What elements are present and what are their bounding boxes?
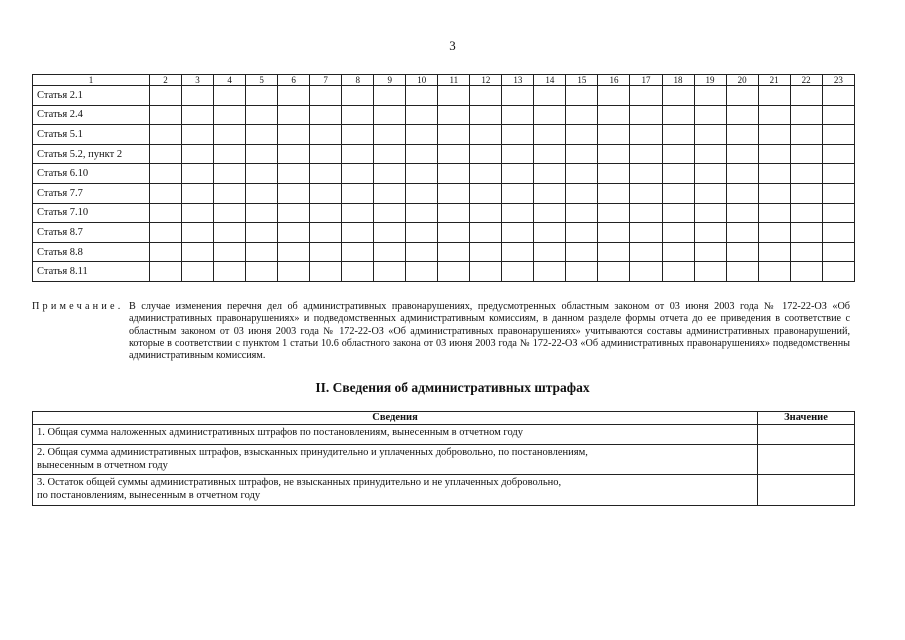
grid-cell[interactable] — [470, 183, 502, 203]
grid-column-number: 5 — [246, 75, 278, 86]
grid-cell[interactable] — [246, 183, 278, 203]
grid-cell[interactable] — [566, 86, 598, 106]
grid-cell[interactable] — [470, 105, 502, 125]
grid-cell[interactable] — [182, 125, 214, 145]
grid-cell[interactable] — [374, 262, 406, 282]
grid-cell[interactable] — [278, 86, 310, 106]
grid-cell[interactable] — [278, 125, 310, 145]
table-row — [33, 425, 855, 445]
grid-row-label: Статья 7.10 — [33, 203, 150, 223]
grid-cell[interactable] — [406, 164, 438, 184]
row-description — [33, 445, 758, 475]
grid-cell[interactable] — [470, 144, 502, 164]
grid-cell[interactable] — [246, 223, 278, 243]
grid-column-number: 15 — [566, 75, 598, 86]
grid-row — [33, 183, 855, 203]
grid-cell[interactable] — [406, 262, 438, 282]
grid-cell[interactable] — [150, 242, 182, 262]
grid-column-number: 6 — [278, 75, 310, 86]
grid-cell[interactable] — [758, 105, 790, 125]
grid-cell[interactable] — [374, 183, 406, 203]
grid-row-label: Статья 2.4 — [33, 105, 150, 125]
grid-cell[interactable] — [630, 262, 662, 282]
grid-column-number: 4 — [214, 75, 246, 86]
grid-cell[interactable] — [630, 105, 662, 125]
grid-column-number: 12 — [470, 75, 502, 86]
grid-cell[interactable] — [150, 164, 182, 184]
grid-cell[interactable] — [598, 144, 630, 164]
grid-cell[interactable] — [374, 125, 406, 145]
grid-cell[interactable] — [694, 144, 726, 164]
grid-cell[interactable] — [758, 242, 790, 262]
column-header-info: Сведения — [33, 412, 758, 425]
grid-column-number: 7 — [310, 75, 342, 86]
note-label: Примечание. — [32, 301, 124, 312]
grid-cell[interactable] — [790, 183, 822, 203]
column-header-value: Значение — [758, 412, 855, 425]
grid-cell[interactable] — [182, 262, 214, 282]
grid-column-number: 20 — [726, 75, 758, 86]
grid-cell[interactable] — [310, 144, 342, 164]
grid-cell[interactable] — [214, 105, 246, 125]
grid-cell[interactable] — [214, 262, 246, 282]
grid-cell[interactable] — [758, 86, 790, 106]
grid-cell[interactable] — [342, 183, 374, 203]
grid-cell[interactable] — [438, 223, 470, 243]
grid-cell[interactable] — [310, 262, 342, 282]
grid-column-number: 21 — [758, 75, 790, 86]
grid-column-number: 2 — [150, 75, 182, 86]
grid-cell[interactable] — [438, 183, 470, 203]
grid-cell[interactable] — [438, 203, 470, 223]
row-text-line2: вынесенным в отчетном году — [37, 460, 168, 471]
grid-cell[interactable] — [470, 203, 502, 223]
grid-cell[interactable] — [342, 125, 374, 145]
note — [32, 301, 850, 362]
note-text: В случае изменения перечня дел об административных правонарушениях, предусмотренных областным законом от 03 июня 2003 года № 172-22-ОЗ «Об административных правонарушениях» и подведомственных административным комиссиям, в данном разделе формы отчета до ее приведения в соответствие с областным законом от 03 июня 2003 года № 172-22-ОЗ «Об административных правонарушениях» учитываются составы административных правонарушений, которые в соответствии с пунктом 1 статьи 10.6 областного закона от 03 июня 2003 года № 172-22-ОЗ «Об административных правонарушениях» подведомственны административным комиссиям. — [129, 301, 850, 362]
grid-cell[interactable] — [662, 262, 694, 282]
grid-cell[interactable] — [694, 125, 726, 145]
grid-cell[interactable] — [694, 203, 726, 223]
grid-cell[interactable] — [502, 242, 534, 262]
grid-cell[interactable] — [310, 223, 342, 243]
grid-cell[interactable] — [150, 144, 182, 164]
grid-cell[interactable] — [534, 183, 566, 203]
grid-row-label: Статья 8.11 — [33, 262, 150, 282]
grid-cell[interactable] — [566, 223, 598, 243]
grid-column-number: 23 — [822, 75, 854, 86]
grid-cell[interactable] — [694, 262, 726, 282]
grid-cell[interactable] — [150, 262, 182, 282]
grid-cell[interactable] — [758, 203, 790, 223]
grid-cell[interactable] — [310, 164, 342, 184]
grid-cell[interactable] — [726, 164, 758, 184]
grid-cell[interactable] — [470, 164, 502, 184]
grid-column-number: 1 — [33, 75, 150, 86]
grid-cell[interactable] — [822, 125, 854, 145]
grid-cell[interactable] — [662, 203, 694, 223]
grid-cell[interactable] — [822, 86, 854, 106]
grid-cell[interactable] — [566, 125, 598, 145]
table-row — [33, 445, 855, 475]
grid-cell[interactable] — [502, 105, 534, 125]
grid-cell[interactable] — [150, 105, 182, 125]
grid-cell[interactable] — [438, 86, 470, 106]
grid-cell[interactable] — [726, 223, 758, 243]
grid-cell[interactable] — [214, 125, 246, 145]
grid-row-label: Статья 5.1 — [33, 125, 150, 145]
grid-column-number: 17 — [630, 75, 662, 86]
grid-column-number: 11 — [438, 75, 470, 86]
grid-cell[interactable] — [694, 242, 726, 262]
grid-cell[interactable] — [790, 86, 822, 106]
grid-cell[interactable] — [726, 125, 758, 145]
grid-cell[interactable] — [246, 262, 278, 282]
grid-cell[interactable] — [406, 125, 438, 145]
grid-cell[interactable] — [694, 223, 726, 243]
grid-cell[interactable] — [822, 144, 854, 164]
grid-cell[interactable] — [310, 125, 342, 145]
grid-cell[interactable] — [758, 262, 790, 282]
grid-cell[interactable] — [662, 183, 694, 203]
grid-cell[interactable] — [246, 144, 278, 164]
grid-cell[interactable] — [438, 262, 470, 282]
grid-cell[interactable] — [342, 86, 374, 106]
grid-cell[interactable] — [342, 144, 374, 164]
grid-cell[interactable] — [790, 262, 822, 282]
value-cell[interactable] — [758, 475, 855, 506]
grid-cell[interactable] — [598, 125, 630, 145]
grid-cell[interactable] — [598, 242, 630, 262]
grid-cell[interactable] — [246, 105, 278, 125]
grid-cell[interactable] — [694, 86, 726, 106]
grid-cell[interactable] — [470, 262, 502, 282]
grid-cell[interactable] — [214, 242, 246, 262]
row-description — [33, 475, 758, 506]
grid-cell[interactable] — [726, 105, 758, 125]
grid-cell[interactable] — [278, 203, 310, 223]
grid-cell[interactable] — [566, 262, 598, 282]
grid-cell[interactable] — [822, 105, 854, 125]
grid-cell[interactable] — [534, 125, 566, 145]
grid-cell[interactable] — [342, 105, 374, 125]
grid-cell[interactable] — [566, 203, 598, 223]
grid-cell[interactable] — [150, 125, 182, 145]
grid-cell[interactable] — [150, 86, 182, 106]
grid-cell[interactable] — [470, 125, 502, 145]
grid-cell[interactable] — [470, 223, 502, 243]
grid-cell[interactable] — [278, 262, 310, 282]
grid-cell[interactable] — [662, 164, 694, 184]
grid-cell[interactable] — [630, 223, 662, 243]
grid-cell[interactable] — [662, 242, 694, 262]
grid-row — [33, 223, 855, 243]
grid-cell[interactable] — [758, 144, 790, 164]
grid-cell[interactable] — [630, 144, 662, 164]
grid-cell[interactable] — [438, 164, 470, 184]
grid-column-number: 19 — [694, 75, 726, 86]
grid-cell[interactable] — [278, 164, 310, 184]
grid-cell[interactable] — [822, 262, 854, 282]
grid-cell[interactable] — [822, 183, 854, 203]
grid-cell[interactable] — [534, 105, 566, 125]
grid-cell[interactable] — [214, 223, 246, 243]
grid-column-number: 16 — [598, 75, 630, 86]
grid-row-label: Статья 5.2, пункт 2 — [33, 144, 150, 164]
grid-cell[interactable] — [726, 203, 758, 223]
grid-cell[interactable] — [694, 183, 726, 203]
grid-cell[interactable] — [246, 125, 278, 145]
grid-cell[interactable] — [438, 144, 470, 164]
grid-cell[interactable] — [310, 183, 342, 203]
grid-cell[interactable] — [374, 223, 406, 243]
grid-cell[interactable] — [310, 105, 342, 125]
grid-cell[interactable] — [406, 86, 438, 106]
grid-cell[interactable] — [502, 203, 534, 223]
grid-cell[interactable] — [342, 164, 374, 184]
grid-cell[interactable] — [406, 203, 438, 223]
grid-cell[interactable] — [630, 183, 662, 203]
grid-cell[interactable] — [278, 144, 310, 164]
grid-cell[interactable] — [182, 242, 214, 262]
grid-cell[interactable] — [214, 144, 246, 164]
statistics-grid — [32, 74, 855, 282]
grid-cell[interactable] — [790, 203, 822, 223]
grid-cell[interactable] — [182, 105, 214, 125]
grid-row — [33, 203, 855, 223]
grid-cell[interactable] — [822, 203, 854, 223]
grid-cell[interactable] — [566, 183, 598, 203]
fines-table — [32, 411, 855, 506]
grid-cell[interactable] — [214, 203, 246, 223]
grid-row — [33, 105, 855, 125]
row-description — [33, 425, 758, 445]
grid-cell[interactable] — [598, 203, 630, 223]
grid-cell[interactable] — [662, 86, 694, 106]
grid-row-label: Статья 6.10 — [33, 164, 150, 184]
grid-cell[interactable] — [374, 86, 406, 106]
grid-row-label: Статья 8.8 — [33, 242, 150, 262]
grid-cell[interactable] — [246, 203, 278, 223]
grid-cell[interactable] — [790, 223, 822, 243]
grid-cell[interactable] — [534, 242, 566, 262]
grid-cell[interactable] — [246, 86, 278, 106]
grid-cell[interactable] — [598, 223, 630, 243]
grid-cell[interactable] — [182, 223, 214, 243]
grid-column-number: 9 — [374, 75, 406, 86]
grid-cell[interactable] — [566, 242, 598, 262]
grid-cell[interactable] — [182, 144, 214, 164]
section-title: II. Сведения об административных штрафах — [315, 380, 590, 395]
grid-row — [33, 164, 855, 184]
table-row — [33, 475, 855, 506]
grid-row-label: Статья 2.1 — [33, 86, 150, 106]
grid-cell[interactable] — [790, 144, 822, 164]
grid-cell[interactable] — [598, 262, 630, 282]
grid-column-number: 3 — [182, 75, 214, 86]
grid-cell[interactable] — [342, 242, 374, 262]
grid-cell[interactable] — [566, 144, 598, 164]
grid-cell[interactable] — [566, 105, 598, 125]
grid-cell[interactable] — [182, 164, 214, 184]
grid-cell[interactable] — [502, 86, 534, 106]
grid-cell[interactable] — [374, 144, 406, 164]
grid-cell[interactable] — [534, 203, 566, 223]
grid-column-number: 22 — [790, 75, 822, 86]
grid-cell[interactable] — [342, 262, 374, 282]
row-text-line1: 2. Общая сумма административных штрафов, взысканных принудительно и уплаченных добровольно, по постановлениям, — [37, 447, 588, 458]
grid-cell[interactable] — [374, 242, 406, 262]
grid-cell[interactable] — [502, 125, 534, 145]
grid-cell[interactable] — [182, 183, 214, 203]
grid-cell[interactable] — [726, 86, 758, 106]
grid-cell[interactable] — [630, 242, 662, 262]
grid-cell[interactable] — [726, 183, 758, 203]
grid-cell[interactable] — [758, 183, 790, 203]
grid-cell[interactable] — [438, 242, 470, 262]
grid-cell[interactable] — [342, 223, 374, 243]
grid-cell[interactable] — [150, 203, 182, 223]
grid-cell[interactable] — [278, 105, 310, 125]
grid-cell[interactable] — [470, 242, 502, 262]
grid-cell[interactable] — [278, 183, 310, 203]
grid-cell[interactable] — [406, 242, 438, 262]
grid-cell[interactable] — [662, 223, 694, 243]
fines-table-header — [33, 412, 855, 425]
grid-cell[interactable] — [214, 183, 246, 203]
grid-cell[interactable] — [406, 223, 438, 243]
grid-column-number: 14 — [534, 75, 566, 86]
grid-cell[interactable] — [374, 203, 406, 223]
grid-cell[interactable] — [598, 86, 630, 106]
grid-cell[interactable] — [630, 86, 662, 106]
grid-cell[interactable] — [790, 164, 822, 184]
grid-cell[interactable] — [502, 144, 534, 164]
grid-cell[interactable] — [534, 164, 566, 184]
grid-cell[interactable] — [374, 164, 406, 184]
grid-cell[interactable] — [598, 183, 630, 203]
grid-cell[interactable] — [790, 125, 822, 145]
grid-row — [33, 86, 855, 106]
value-cell[interactable] — [758, 425, 855, 445]
grid-cell[interactable] — [502, 223, 534, 243]
grid-row-label: Статья 8.7 — [33, 223, 150, 243]
grid-cell[interactable] — [534, 144, 566, 164]
grid-cell[interactable] — [790, 105, 822, 125]
grid-row — [33, 125, 855, 145]
grid-cell[interactable] — [150, 223, 182, 243]
grid-cell[interactable] — [150, 183, 182, 203]
grid-cell[interactable] — [502, 164, 534, 184]
grid-cell[interactable] — [214, 86, 246, 106]
grid-cell[interactable] — [214, 164, 246, 184]
grid-cell[interactable] — [822, 242, 854, 262]
grid-row — [33, 262, 855, 282]
grid-cell[interactable] — [662, 125, 694, 145]
grid-cell[interactable] — [822, 223, 854, 243]
grid-cell[interactable] — [534, 223, 566, 243]
grid-cell[interactable] — [310, 203, 342, 223]
grid-cell[interactable] — [662, 105, 694, 125]
grid-cell[interactable] — [246, 242, 278, 262]
grid-cell[interactable] — [758, 125, 790, 145]
row-text-line2: по постановлениям, вынесенным в отчетном году — [37, 490, 261, 501]
grid-cell[interactable] — [630, 164, 662, 184]
grid-cell[interactable] — [694, 105, 726, 125]
grid-row — [33, 242, 855, 262]
grid-cell[interactable] — [182, 203, 214, 223]
grid-cell[interactable] — [310, 86, 342, 106]
grid-cell[interactable] — [278, 242, 310, 262]
grid-cell[interactable] — [438, 125, 470, 145]
grid-cell[interactable] — [726, 242, 758, 262]
grid-cell[interactable] — [310, 242, 342, 262]
grid-cell[interactable] — [502, 262, 534, 282]
grid-cell[interactable] — [502, 183, 534, 203]
grid-row-label: Статья 7.7 — [33, 183, 150, 203]
grid-cell[interactable] — [438, 105, 470, 125]
grid-cell[interactable] — [726, 144, 758, 164]
grid-cell[interactable] — [758, 164, 790, 184]
grid-cell[interactable] — [534, 262, 566, 282]
row-text-line1: 1. Общая сумма наложенных административных штрафов по постановлениям, вынесенным в отчетном году — [37, 427, 524, 438]
grid-cell[interactable] — [790, 242, 822, 262]
grid-cell[interactable] — [694, 164, 726, 184]
grid-cell[interactable] — [534, 86, 566, 106]
grid-column-number: 10 — [406, 75, 438, 86]
grid-cell[interactable] — [406, 144, 438, 164]
grid-cell[interactable] — [182, 86, 214, 106]
grid-cell[interactable] — [470, 86, 502, 106]
grid-cell[interactable] — [566, 164, 598, 184]
grid-column-number: 13 — [502, 75, 534, 86]
grid-cell[interactable] — [278, 223, 310, 243]
grid-cell[interactable] — [246, 164, 278, 184]
grid-column-number: 8 — [342, 75, 374, 86]
grid-cell[interactable] — [374, 105, 406, 125]
grid-cell[interactable] — [630, 203, 662, 223]
grid-cell[interactable] — [598, 164, 630, 184]
grid-cell[interactable] — [406, 105, 438, 125]
grid-cell[interactable] — [758, 223, 790, 243]
grid-header-row — [33, 75, 855, 86]
grid-row — [33, 144, 855, 164]
page-number: 3 — [449, 38, 456, 53]
grid-cell[interactable] — [598, 105, 630, 125]
grid-cell[interactable] — [662, 144, 694, 164]
grid-cell[interactable] — [726, 262, 758, 282]
grid-cell[interactable] — [822, 164, 854, 184]
grid-cell[interactable] — [630, 125, 662, 145]
grid-cell[interactable] — [406, 183, 438, 203]
grid-column-number: 18 — [662, 75, 694, 86]
grid-cell[interactable] — [342, 203, 374, 223]
value-cell[interactable] — [758, 445, 855, 475]
row-text-line1: 3. Остаток общей суммы административных штрафов, не взысканных принудительно и не уплаченных добровольно, — [37, 477, 562, 488]
